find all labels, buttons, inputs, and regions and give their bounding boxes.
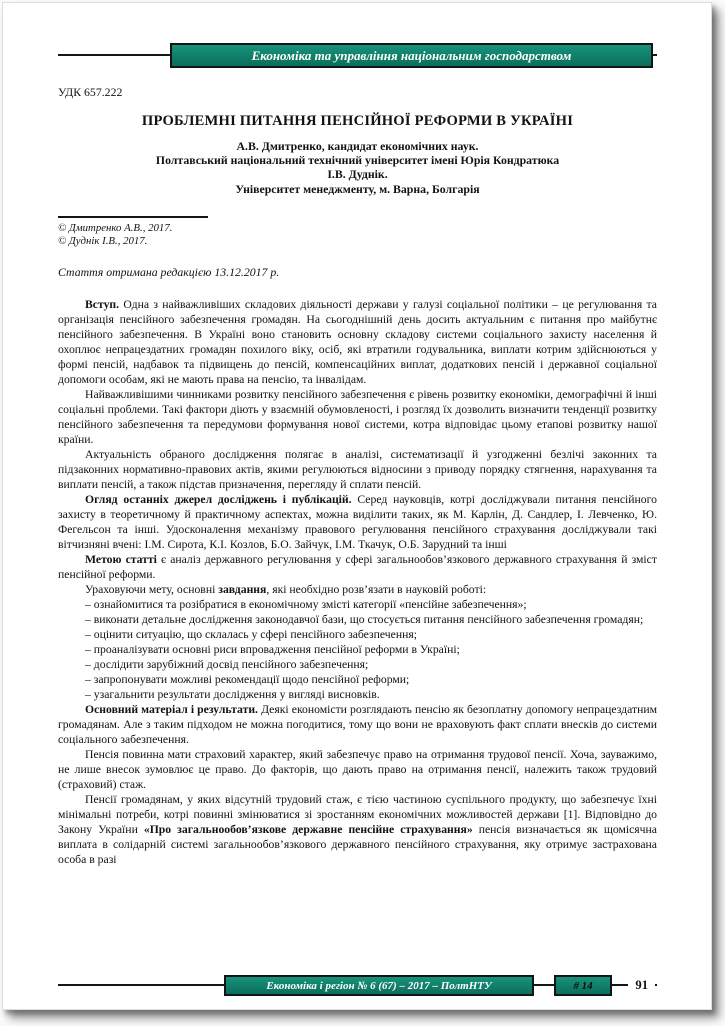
text-run: – виконати детальне дослідження законодавчої бази, що стосується питання пенсійного забезпечення громадян; <box>85 613 644 627</box>
paragraph <box>58 447 657 492</box>
footer-journal-text: Економіка і регіон № 6 (67) – 2017 – ПолтНТУ <box>266 979 492 992</box>
text-run: Деякі економісти розглядають пенсію як безоплатну допомогу непрацездатним громадянам. Але з таким підходом не можна погодитися, тому що вони не враховують факт сплати внесків до системи соціального забезпечення. <box>58 703 657 747</box>
text-run: є аналіз державного регулювання у сфері загальнообов’язкового державного страхування й зміст пенсійної реформи. <box>58 553 657 582</box>
bold-text-run: Вступ. <box>85 298 120 312</box>
article-title: ПРОБЛЕМНІ ПИТАННЯ ПЕНСІЙНОЇ РЕФОРМИ В УКРАЇНІ <box>141 113 574 129</box>
text-run: Одна з найважливіших складових діяльності держави у галузі соціальної політики – це регулювання та організація пенсійного забезпечення громадян. На сьогоднішній день досить актуальним є питання про майбутнє пенсійного забезпечення. В Україні воно становить основну складову системи соціального захисту населення й охоплює непрацездатних громадян похилого віку, осіб, які втратили годувальника, виплати котрим здійснюються у формі пенсій, надбавок та підвищень до пенсій, компенсаційних виплат, додаткових пенсій і державної соціальної допомоги особам, які не мають права на пенсію, та інвалідам. <box>58 298 657 387</box>
bold-text-run: Метою статті <box>85 553 157 567</box>
authors-block <box>58 139 657 196</box>
author-affiliation: Полтавський національний технічний університет імені Юрія Кондратюка <box>155 153 560 168</box>
paragraph <box>58 642 657 657</box>
paragraph <box>58 582 657 597</box>
paragraph <box>58 747 657 792</box>
header-banner <box>170 43 653 68</box>
author-name: А.В. Дмитренко, кандидат економічних наук. <box>236 139 479 153</box>
footer-page-number: 91 <box>628 975 655 996</box>
footer-journal-banner <box>224 975 534 996</box>
bold-text-run: завдання <box>218 583 267 597</box>
text-run: – проаналізувати основні риси впровадження пенсійної реформи в Україні; <box>85 643 460 657</box>
document-page <box>2 2 712 1010</box>
paragraph <box>58 552 657 582</box>
header-banner-text: Економіка та управління національним господарством <box>251 47 572 63</box>
text-run: Пенсії громадянам, у яких відсутній трудовий стаж, є тією частиною суспільного продукту, що забезпечує їхні мінімальні потреби, котрі повинні змінюватися зі зростанням економічних можливостей держави [1]. Відповідно до Закону України <box>58 793 657 837</box>
copyright-line: © Дуднік І.В., 2017. <box>58 234 148 247</box>
text-run: – ознайомитися та розібратися в економічному змісті категорії «пенсійне забезпечення»; <box>85 598 527 612</box>
article-body <box>58 297 657 867</box>
paragraph <box>58 387 657 447</box>
paragraph <box>58 687 657 702</box>
page-footer <box>58 975 657 996</box>
paragraph <box>58 627 657 642</box>
paragraph <box>58 672 657 687</box>
text-run: – дослідити зарубіжний досвід пенсійного забезпечення; <box>85 658 369 672</box>
bold-text-run: «Про загальнообов’язкове державне пенсійне страхування» <box>143 823 473 837</box>
text-run: Найважливішими чинниками розвитку пенсійного забезпечення є рівень розвитку економіки, демографічні й інші соціальні проблеми. Такі фактори діють у взаємній обумовленості, і розгляд їх дозволить визначити тенденції розвитку пенсійного забезпечення та передумови формування нової системи, котра відповідає цьому етапові розвитку нашої країни. <box>58 388 657 447</box>
author-affiliation: Університет менеджменту, м. Варна, Болгарія <box>235 181 480 196</box>
copyright-rule <box>58 216 208 218</box>
footer-issue-badge: # 14 <box>554 975 612 996</box>
text-run: Ураховуючи мету, основні <box>85 583 219 597</box>
text-run: – узагальнити результати дослідження у вигляді висновків. <box>85 688 380 702</box>
received-note: Стаття отримана редакцією 13.12.2017 р. <box>58 265 280 280</box>
paragraph <box>58 792 657 867</box>
udc-code: УДК 657.222 <box>58 85 123 99</box>
paragraph <box>58 612 657 627</box>
text-run: пенсія визначається як щомісячна виплата в солідарній системі загальнообов’язкового державного пенсійного страхування, яку отримує застрахована особа в разі <box>58 823 657 867</box>
paragraph <box>58 702 657 747</box>
author-name: І.В. Дуднік. <box>327 167 388 182</box>
paragraph <box>58 657 657 672</box>
copyright-line: © Дмитренко А.В., 2017. <box>58 221 173 234</box>
paragraph <box>58 297 657 387</box>
bold-text-run: Основний матеріал і результати. <box>85 703 258 717</box>
paragraph <box>58 492 657 552</box>
text-run: Серед науковців, котрі досліджували питання пенсійного захисту в теоретичному й практичному аспектах, можна виділити таких, як М. Карлін, Д. Сандлер, І. Левченко, Ю. Фегельсон та інші. Удосконалення механізму правового регулювання пенсійного страхування досліджували такі вітчизняні вчені: І.М. Сирота, К.І. Козлов, Б.О. Зайчук, І.М. Ткачук, О.Б. Зарудний та інші <box>58 493 657 552</box>
text-run: , які необхідно розв’язати в науковій роботі: <box>266 583 487 597</box>
copyright-block <box>58 216 657 248</box>
running-head <box>58 43 657 68</box>
text-run: – оцінити ситуацію, що склалась у сфері пенсійного забезпечення; <box>85 628 417 642</box>
paragraph <box>58 597 657 612</box>
text-run: Пенсія повинна мати страховий характер, який забезпечує право на отримання трудової пенсії. Хоча, зауважимо, не лише внесок зумовлює це право. До факторів, що дають право на отримання пенсії, належить також трудовий (страховий) стаж. <box>58 748 657 792</box>
text-run: Актуальність обраного дослідження полягає в аналізі, систематизації й узгодженні безлічі законних та підзаконних нормативно-правових актів, якими регулюються відносини з приводу порядку стягнення, нарахування та виплати пенсій, а також підстав призначення, перегляду й сплати пенсій. <box>58 448 657 492</box>
bold-text-run: Огляд останніх джерел досліджень і публікацій. <box>85 493 352 507</box>
text-run: – запропонувати можливі рекомендації щодо пенсійної реформи; <box>85 673 410 687</box>
